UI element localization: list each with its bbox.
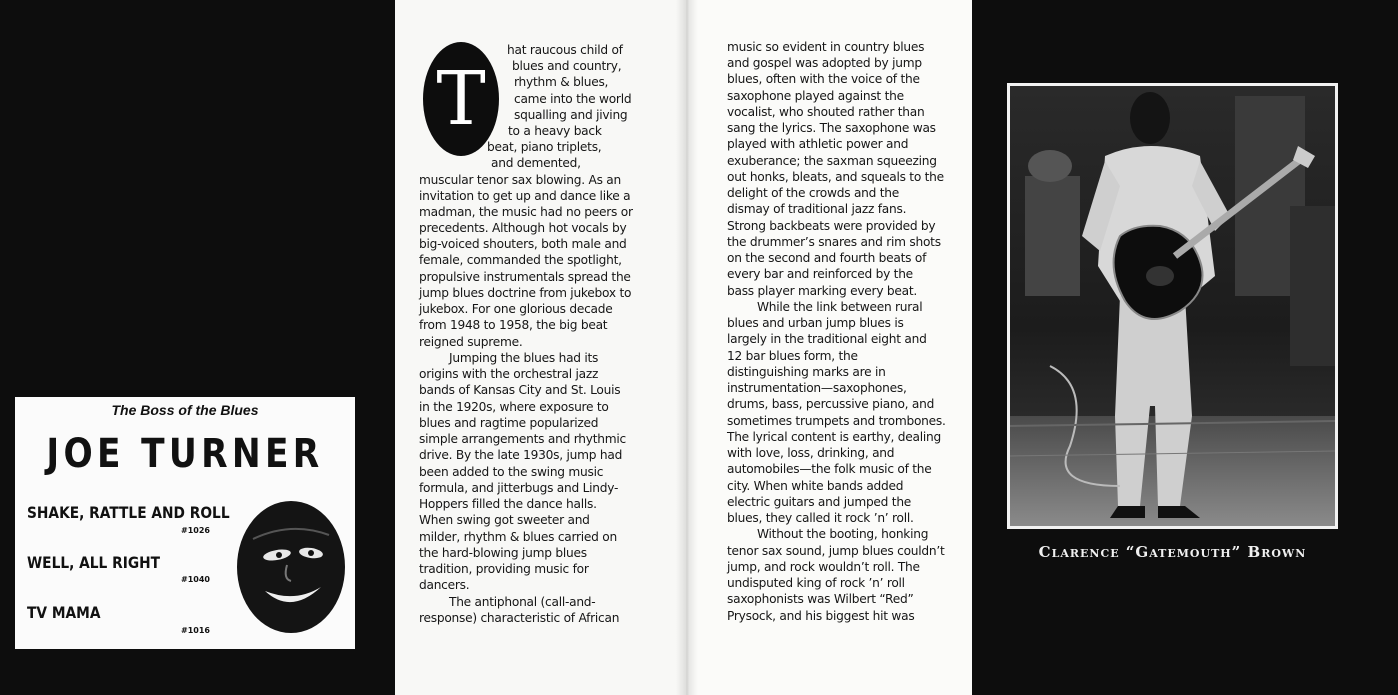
text-line: been added to the swing music [419, 465, 604, 479]
joe-turner-portrait [225, 495, 350, 645]
photo-caption: Clarence “Gatemouth” Brown [1038, 543, 1307, 561]
ad-catalog-number: #1016 [181, 626, 210, 635]
text-line: blues and ragtime popularized [419, 416, 599, 430]
text-line: instrumentation—saxophones, [727, 381, 907, 395]
text-line: hat raucous child of [507, 43, 623, 57]
text-line: propulsive instrumentals spread the [419, 270, 631, 284]
text-line: to a heavy back [508, 124, 602, 138]
text-line: The lyrical content is earthy, dealing [727, 430, 941, 444]
ad-song-title: SHAKE, RATTLE AND ROLL [27, 503, 230, 522]
text-line: jump blues doctrine from jukebox to [419, 286, 632, 300]
text-line: While the link between rural [757, 300, 923, 314]
text-line: music so evident in country blues [727, 40, 925, 54]
text-line: and demented, [491, 156, 581, 170]
ad-catalog-number: #1040 [181, 575, 210, 584]
text-line: automobiles—the folk music of the [727, 462, 932, 476]
text-line: vocalist, who shouted rather than [727, 105, 925, 119]
photo-frame [1007, 83, 1338, 529]
text-line: blues, often with the voice of the [727, 72, 920, 86]
text-line: When swing got sweeter and [419, 513, 590, 527]
text-line: city. When white bands added [727, 479, 904, 493]
text-line: origins with the orchestral jazz [419, 367, 599, 381]
text-line: dancers. [419, 578, 470, 592]
text-line: drums, bass, percussive piano, and [727, 397, 935, 411]
ad-tagline: The Boss of the Blues [111, 402, 259, 418]
text-line: blues and country, [512, 59, 622, 73]
text-line: 12 bar blues form, the [727, 349, 858, 363]
text-line: came into the world [514, 92, 632, 106]
text-line: sometimes trumpets and trombones. [727, 414, 946, 428]
text-line: madman, the music had no peers or [419, 205, 633, 219]
ad-song-title: WELL, ALL RIGHT [27, 553, 161, 572]
booklet-gutter [676, 0, 698, 695]
text-line: milder, rhythm & blues carried on [419, 530, 617, 544]
ad-catalog-number: #1026 [181, 526, 210, 535]
text-line: every bar and reinforced by the [727, 267, 913, 281]
ad-song-title: TV MAMA [27, 603, 101, 622]
text-line: and gospel was adopted by jump [727, 56, 922, 70]
text-line: blues and urban jump blues is [727, 316, 904, 330]
text-line: bass player marking every beat. [727, 284, 918, 298]
text-line: distinguishing marks are in [727, 365, 886, 379]
text-line: played with athletic power and [727, 137, 909, 151]
text-line: dismay of traditional jazz fans. [727, 202, 907, 216]
drop-cap-letter: T [423, 42, 499, 156]
text-line: Hoppers filled the dance halls. [419, 497, 597, 511]
text-line: Strong backbeats were provided by [727, 219, 936, 233]
text-line: response) characteristic of African [419, 611, 620, 625]
text-line: reigned supreme. [419, 335, 523, 349]
text-line: simple arrangements and rhythmic [419, 432, 626, 446]
text-line: sang the lyrics. The saxophone was [727, 121, 936, 135]
joe-turner-ad [15, 397, 355, 649]
text-line: rhythm & blues, [514, 75, 609, 89]
text-line: Prysock, and his biggest hit was [727, 609, 915, 623]
text-line: saxophonists was Wilbert “Red” [727, 592, 914, 606]
text-line: female, commanded the spotlight, [419, 253, 622, 267]
guitarist-photo [1010, 86, 1335, 526]
text-line: largely in the traditional eight and [727, 332, 927, 346]
text-line: jukebox. For one glorious decade [419, 302, 613, 316]
text-line: the drummer’s snares and rim shots [727, 235, 941, 249]
text-line: saxophone played against the [727, 89, 904, 103]
text-line: The antiphonal (call-and- [449, 595, 596, 609]
text-line: out honks, bleats, and squeals to the [727, 170, 944, 184]
text-line: invitation to get up and dance like a [419, 189, 631, 203]
text-line: in the 1920s, where exposure to [419, 400, 609, 414]
text-line: tenor sax sound, jump blues couldn’t [727, 544, 945, 558]
text-line: the hard-blowing jump blues [419, 546, 587, 560]
text-line: Without the booting, honking [757, 527, 929, 541]
text-line: with love, loss, drinking, and [727, 446, 895, 460]
text-line: tradition, providing music for [419, 562, 589, 576]
text-line: bands of Kansas City and St. Louis [419, 383, 621, 397]
text-line: blues, they called it rock ’n’ roll. [727, 511, 914, 525]
text-line: Jumping the blues had its [449, 351, 599, 365]
text-line: electric guitars and jumped the [727, 495, 912, 509]
text-line: squalling and jiving [514, 108, 628, 122]
text-line: muscular tenor sax blowing. As an [419, 173, 622, 187]
text-line: on the second and fourth beats of [727, 251, 927, 265]
text-line: formula, and jitterbugs and Lindy- [419, 481, 619, 495]
text-line: delight of the crowds and the [727, 186, 899, 200]
text-line: drive. By the late 1930s, jump had [419, 448, 623, 462]
text-line: undisputed king of rock ’n’ roll [727, 576, 905, 590]
text-line: jump, and rock wouldn’t roll. The [727, 560, 920, 574]
text-line: beat, piano triplets, [487, 140, 602, 154]
text-line: precedents. Although hot vocals by [419, 221, 627, 235]
ad-artist-name: JOE TURNER [46, 431, 324, 477]
text-line: from 1948 to 1958, the big beat [419, 318, 608, 332]
text-line: exuberance; the saxman squeezing [727, 154, 937, 168]
text-line: big-voiced shouters, both male and [419, 237, 627, 251]
